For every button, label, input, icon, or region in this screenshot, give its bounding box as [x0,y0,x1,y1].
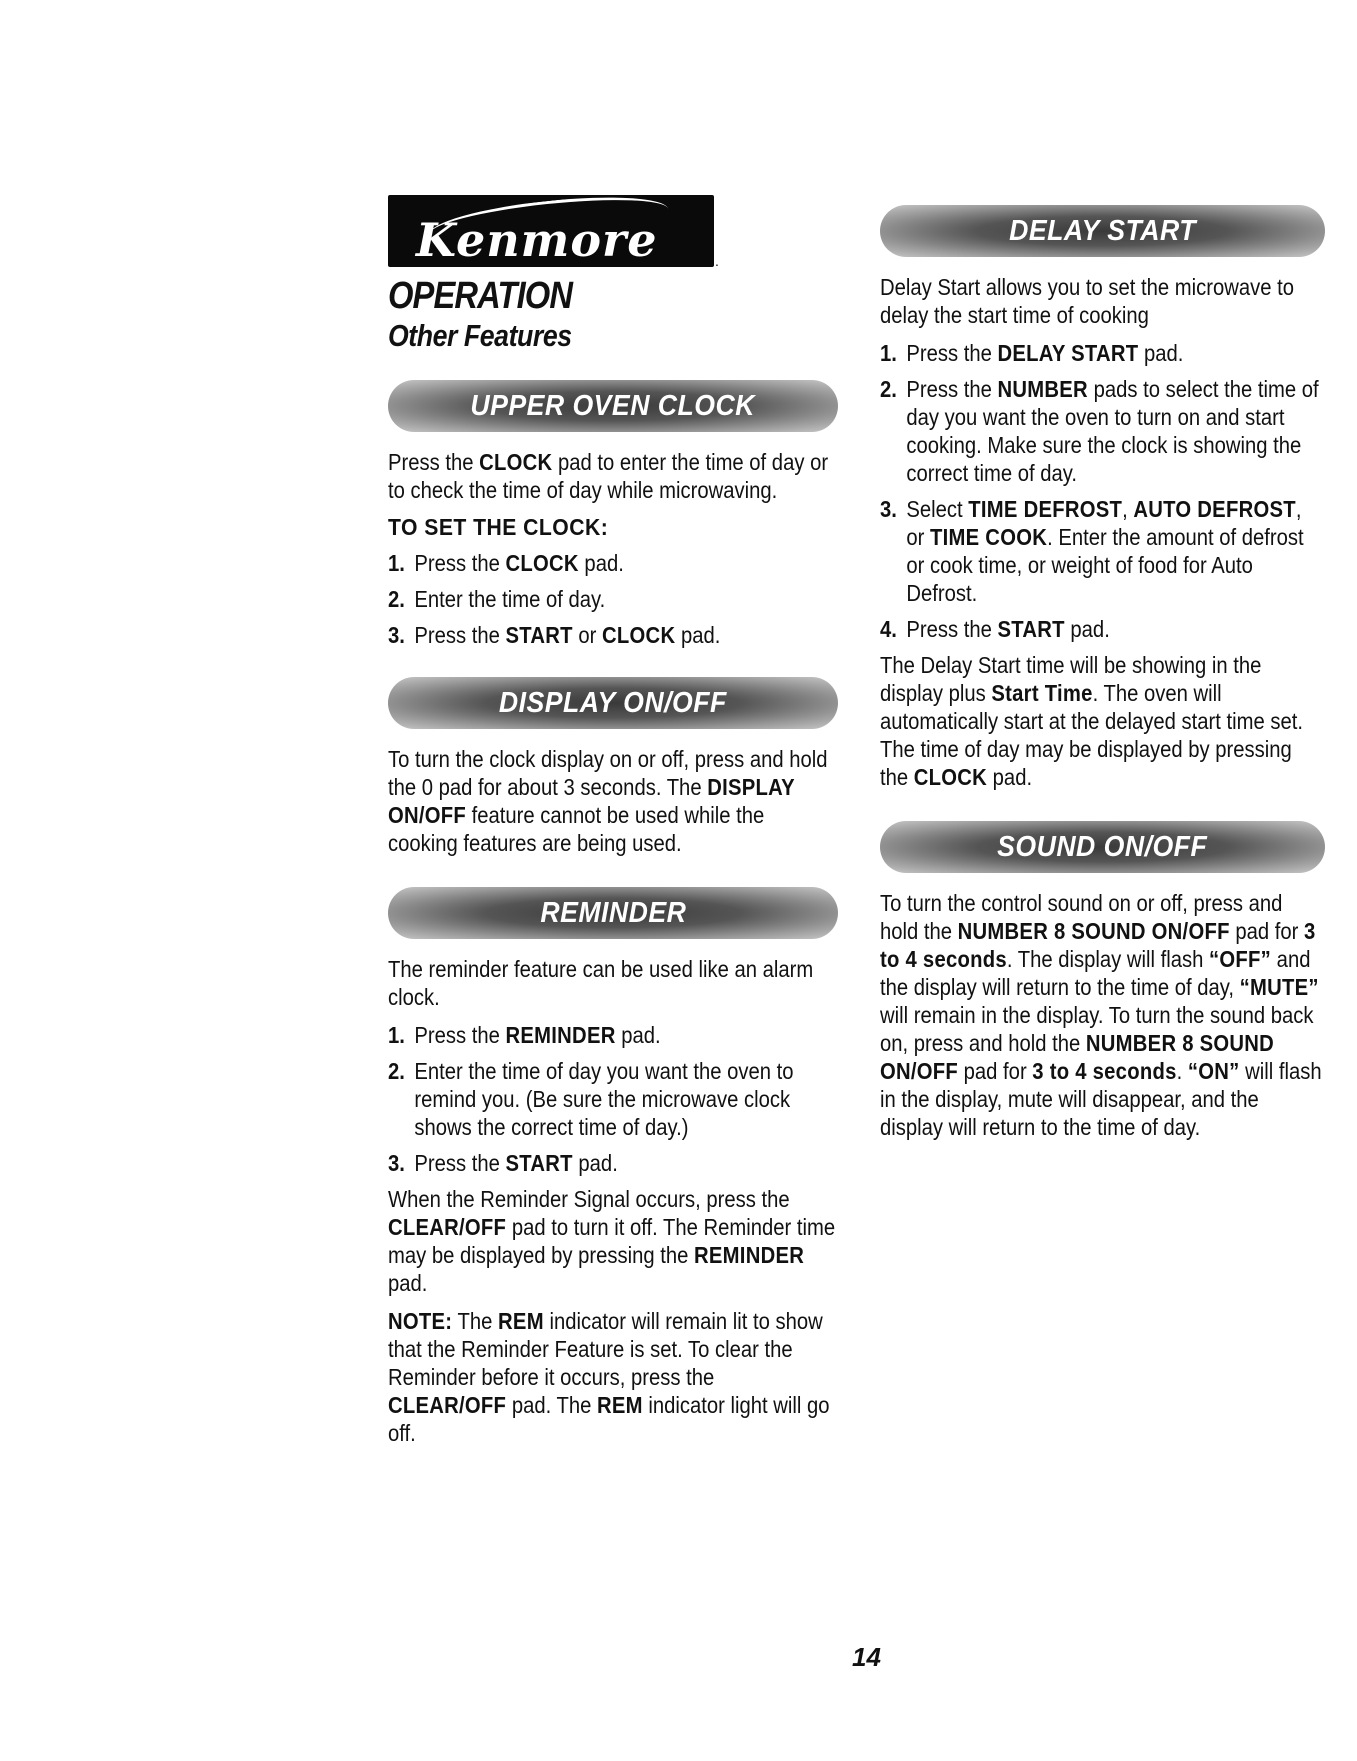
clock-intro: Press the CLOCK pad to enter the time of day or to check the time of day while microwaving. [388,449,829,503]
section-banner-reminder: REMINDER [388,887,838,939]
page-number: 14 [852,1642,881,1672]
sound-onoff-body: To turn the control sound on or off, press and hold the NUMBER 8 SOUND ON/OFF pad for 3 to 4 seconds. The display will flash “OFF” and the display will return to the time of day, “MUTE” will remain in the display. To turn the sound back on, press and hold the NUMBER 8 SOUND ON/OFF pad for 3 to 4 seconds. “ON” will flash in the display, mute will disappear, and the display will return to the time of day. [880,890,1322,1140]
list-item: 3. Press the START or CLOCK pad. [388,622,721,648]
list-item: 3. Select TIME DEFROST, AUTO DEFROST, or TIME COOK. Enter the amount of defrost or cook time, or weight of food for Auto Defrost. [880,496,1304,606]
display-onoff-body: To turn the clock display on or off, press and hold the 0 pad for about 3 seconds. The DISPLAY ON/OFF feature cannot be used while the cooking features are being used. [388,746,828,856]
list-item: 4. Press the START pad. [880,616,1110,642]
list-item: 2. Enter the time of day you want the oven to remind you. (Be sure the microwave clock shows the correct time of day.) [388,1058,794,1140]
delay-start-after: The Delay Start time will be showing in the display plus Start Time. The oven will automatically start at the delayed start time set. The time of day may be displayed by pressing the CLOCK pad. [880,652,1303,790]
set-clock-heading: TO SET THE CLOCK: [388,514,609,540]
list-item: 3. Press the START pad. [388,1150,618,1176]
reminder-after: When the Reminder Signal occurs, press the CLEAR/OFF pad to turn it off. The Reminder time may be displayed by pressing the REMINDER pad. [388,1186,836,1296]
list-item: 1. Press the CLOCK pad. [388,550,624,576]
list-item: 1. Press the REMINDER pad. [388,1022,661,1048]
page-subheading: Other Features [388,318,572,353]
list-item: 2. Enter the time of day. [388,586,606,612]
list-item: 1. Press the DELAY START pad. [880,340,1184,366]
delay-start-intro: Delay Start allows you to set the microwave to delay the start time of cooking [880,274,1294,328]
kenmore-logo: Kenmore . [388,195,718,267]
left-column [388,195,838,1457]
page-heading: OPERATION [388,275,573,317]
section-banner-delay-start: DELAY START [880,205,1325,257]
reminder-intro: The reminder feature can be used like an alarm clock. [388,956,814,1010]
section-banner-sound-onoff: SOUND ON/OFF [880,821,1325,873]
right-column [880,205,1325,1151]
list-item: 2. Press the NUMBER pads to select the time of day you want the oven to turn on and start cooking. Make sure the clock is showing the correct time of day. [880,376,1319,486]
reminder-note: NOTE: The REM indicator will remain lit to show that the Reminder Feature is set. To clear the Reminder before it occurs, press the CLEAR/OFF pad. The REM indicator light will go off. [388,1308,830,1446]
section-banner-display-onoff: DISPLAY ON/OFF [388,677,838,729]
section-banner-upper-oven-clock: UPPER OVEN CLOCK [388,380,838,432]
